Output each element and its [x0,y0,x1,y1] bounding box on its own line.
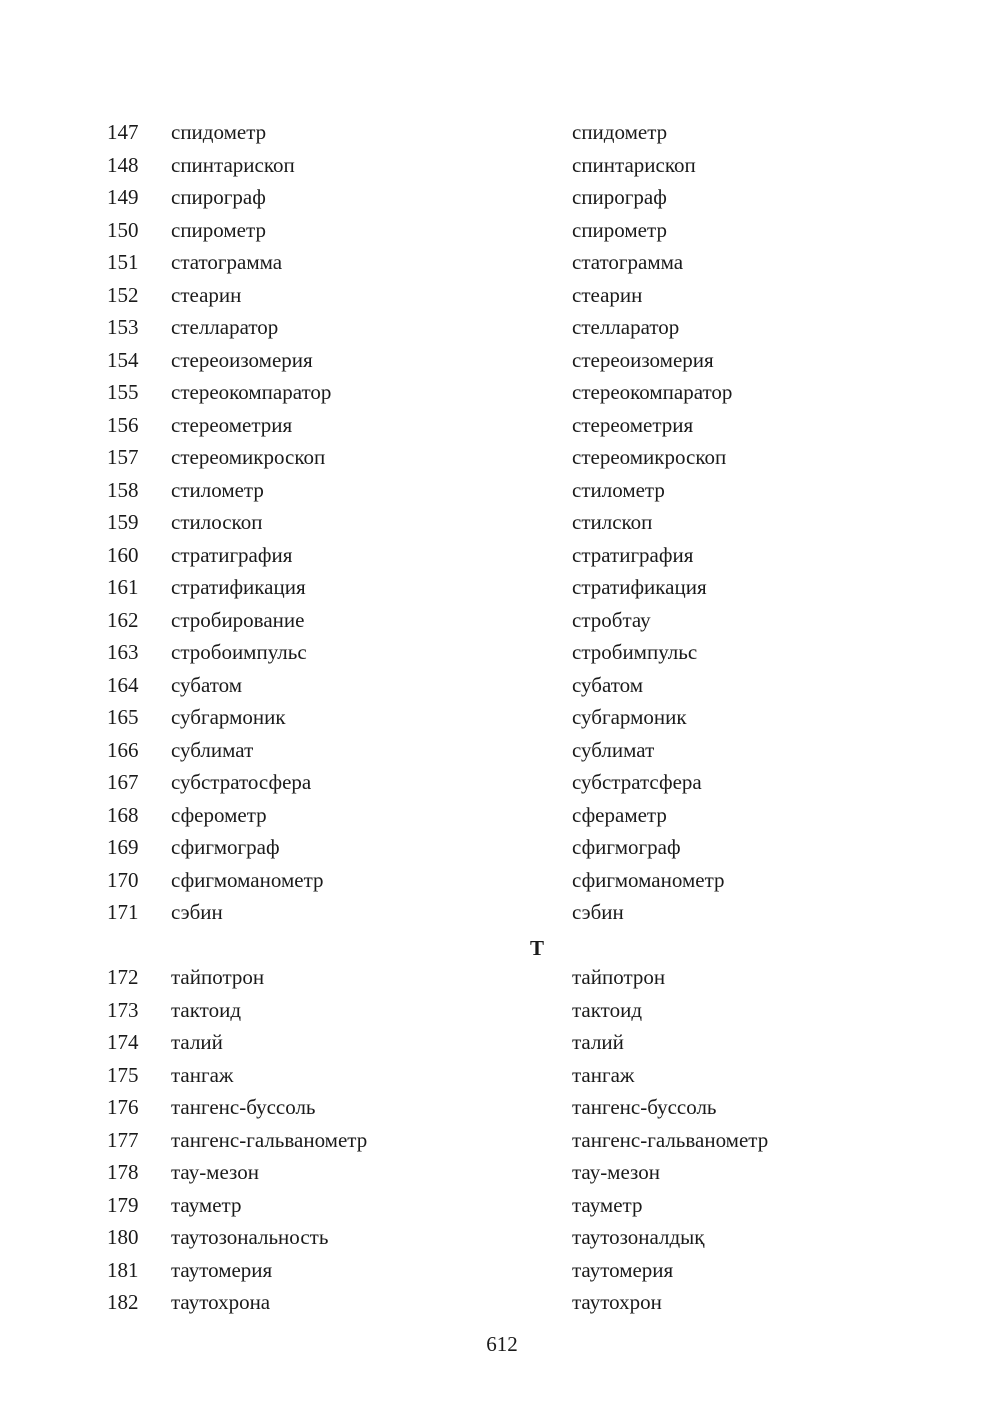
term-russian: тангенс-буссоль [171,1095,316,1119]
term-russian: стратификация [171,575,306,599]
term-kazakh: стереокомпаратор [572,380,733,404]
term-number: 153 [107,315,139,339]
term-kazakh: стилскоп [572,510,653,534]
term-kazakh: стереомикроскоп [572,445,727,469]
term-kazakh: спирометр [572,217,667,242]
term-row [0,246,1004,279]
term-russian: тангенс-гальванометр [171,1127,368,1152]
term-kazakh: статограмма [572,250,684,274]
term-number: 176 [107,1095,139,1119]
term-list-t [0,961,1004,1319]
term-number: 181 [107,1257,139,1282]
term-kazakh: стратиграфия [572,542,694,567]
term-russian: стелларатор [171,315,279,339]
term-row [0,214,1004,247]
term-russian: стилометр [171,477,264,502]
term-russian: тау-мезон [171,1160,259,1184]
term-row [0,1189,1004,1222]
term-russian: сферометр [171,802,267,827]
term-row [0,474,1004,507]
term-number: 168 [107,802,139,827]
term-row [0,311,1004,344]
term-row [0,376,1004,409]
term-number: 151 [107,250,139,274]
term-row [0,701,1004,734]
term-number: 147 [107,120,139,144]
term-number: 169 [107,835,139,859]
term-row [0,1026,1004,1059]
term-number: 157 [107,445,139,469]
term-russian: стробирование [171,607,305,632]
term-number: 164 [107,672,139,697]
term-russian: сэбин [171,900,223,924]
term-kazakh: тангаж [572,1062,635,1087]
term-russian: спинтарископ [171,152,295,177]
term-russian: тактоид [171,997,242,1022]
term-row [0,831,1004,864]
term-number: 173 [107,997,139,1022]
term-number: 171 [107,900,139,924]
term-number: 172 [107,965,139,989]
term-russian: спирометр [171,217,266,242]
term-russian: стереомикроскоп [171,445,326,469]
term-russian: сублимат [171,737,254,762]
term-kazakh: тауметр [572,1192,643,1217]
term-row [0,1156,1004,1189]
term-row [0,279,1004,312]
term-kazakh: стратификация [572,575,707,599]
term-number: 174 [107,1030,139,1054]
term-kazakh: субатом [572,672,644,697]
term-row [0,994,1004,1027]
term-row [0,636,1004,669]
term-number: 161 [107,575,139,599]
term-number: 177 [107,1127,139,1152]
term-number: 180 [107,1225,139,1249]
term-russian: стереокомпаратор [171,380,332,404]
term-kazakh: тайпотрон [572,965,666,989]
term-kazakh: сфераметр [572,802,667,827]
term-russian: стереометрия [171,412,293,437]
term-kazakh: тангенс-гальванометр [572,1127,769,1152]
term-row [0,506,1004,539]
term-row [0,441,1004,474]
term-russian: сфигмограф [171,835,280,859]
term-row [0,961,1004,994]
term-row [0,734,1004,767]
term-kazakh: субстратсфера [572,770,702,794]
term-russian: субстратосфера [171,770,312,794]
term-number: 159 [107,510,139,534]
term-row [0,1221,1004,1254]
term-number: 148 [107,152,139,177]
term-russian: стереоизомерия [171,347,313,372]
term-russian: тайпотрон [171,965,265,989]
term-row [0,1286,1004,1319]
term-kazakh: тактоид [572,997,643,1022]
term-russian: стеарин [171,282,242,307]
term-row [0,1254,1004,1287]
term-number: 178 [107,1160,139,1184]
term-kazakh: тангенс-буссоль [572,1095,717,1119]
term-number: 149 [107,185,139,209]
term-kazakh: таутохрон [572,1290,662,1314]
term-russian: таутохрона [171,1290,271,1314]
term-russian: спидометр [171,120,267,144]
term-row [0,766,1004,799]
term-kazakh: стеарин [572,282,643,307]
term-russian: сфигмоманометр [171,867,324,892]
term-row [0,1091,1004,1124]
term-kazakh: сфигмограф [572,835,681,859]
term-russian: талий [171,1030,223,1054]
section-letter-t: Т [529,936,544,960]
term-number: 155 [107,380,139,404]
term-number: 160 [107,542,139,567]
term-row [0,116,1004,149]
term-number: 179 [107,1192,139,1217]
term-row [0,539,1004,572]
term-kazakh: стробимпульс [572,640,698,664]
term-row [0,344,1004,377]
term-russian: тангаж [171,1062,234,1087]
term-russian: спирограф [171,185,266,209]
term-russian: стилоскоп [171,510,263,534]
term-number: 162 [107,607,139,632]
term-russian: таутозональность [171,1225,329,1249]
term-row [0,181,1004,214]
term-row [0,669,1004,702]
term-row [0,799,1004,832]
term-number: 163 [107,640,139,664]
term-russian: таутомерия [171,1257,273,1282]
term-number: 167 [107,770,139,794]
page-number: 612 [486,1332,518,1356]
term-row [0,1124,1004,1157]
term-kazakh: стилометр [572,477,665,502]
term-number: 156 [107,412,139,437]
term-number: 175 [107,1062,139,1087]
term-kazakh: тау-мезон [572,1160,660,1184]
term-row [0,1059,1004,1092]
term-row [0,896,1004,929]
term-kazakh: таутомерия [572,1257,674,1282]
term-kazakh: спинтарископ [572,152,696,177]
term-kazakh: стробтау [572,607,651,632]
term-number: 150 [107,217,139,242]
term-number: 152 [107,282,139,307]
term-russian: стратиграфия [171,542,293,567]
term-number: 165 [107,705,139,729]
term-kazakh: сэбин [572,900,624,924]
term-kazakh: талий [572,1030,624,1054]
term-russian: статограмма [171,250,283,274]
term-list-s [0,116,1004,929]
term-kazakh: стереоизомерия [572,347,714,372]
term-kazakh: спидометр [572,120,668,144]
term-russian: субатом [171,672,243,697]
term-number: 154 [107,347,139,372]
term-row [0,571,1004,604]
term-row [0,149,1004,182]
term-row [0,409,1004,442]
term-kazakh: спирограф [572,185,667,209]
term-kazakh: стелларатор [572,315,680,339]
term-russian: стробоимпульс [171,640,307,664]
term-number: 158 [107,477,139,502]
term-russian: субгармоник [171,705,286,729]
term-kazakh: субгармоник [572,705,687,729]
term-number: 182 [107,1290,139,1314]
term-kazakh: сублимат [572,737,655,762]
term-row [0,604,1004,637]
term-kazakh: таутозоналдық [572,1225,705,1249]
term-kazakh: стереометрия [572,412,694,437]
term-row [0,864,1004,897]
term-kazakh: сфигмоманометр [572,867,725,892]
term-russian: тауметр [171,1192,242,1217]
term-number: 166 [107,737,139,762]
term-number: 170 [107,867,139,892]
